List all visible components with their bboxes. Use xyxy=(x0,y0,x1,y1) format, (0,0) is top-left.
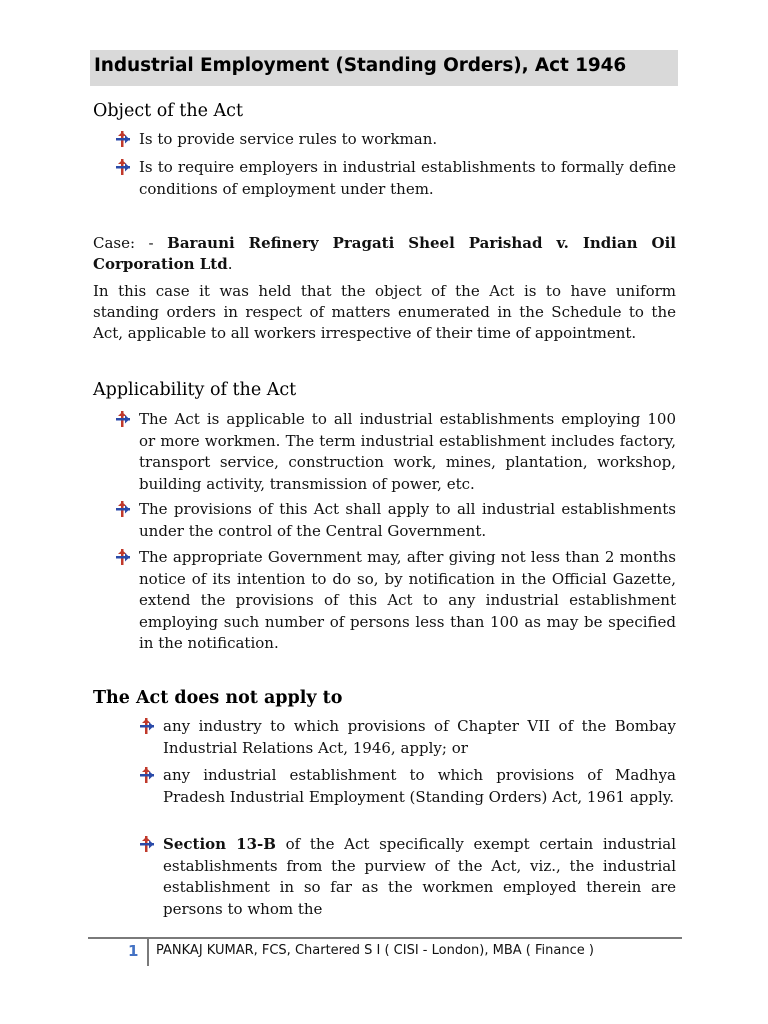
bullet-text: any industry to which provisions of Chapter VII of the Bombay Industrial Relations Act, 1946, apply; or xyxy=(163,717,676,757)
arrow-bullet-icon xyxy=(140,836,154,852)
bullet-text: Is to require employers in industrial establishments to formally define conditions of employment under them. xyxy=(139,158,676,198)
bullet-text: any industrial establishment to which provisions of Madhya Pradesh Industrial Employment (Standing Orders) Act, 1961 apply. xyxy=(163,766,676,806)
bullet-text: The provisions of this Act shall apply to all industrial establishments under the control of the Central Government. xyxy=(139,500,676,540)
footer-rule xyxy=(88,937,682,939)
section-heading-not-apply: The Act does not apply to xyxy=(93,688,343,708)
arrow-bullet-icon xyxy=(140,718,154,734)
case-separator: : - xyxy=(130,234,168,252)
case-description: In this case it was held that the object of the Act is to have uniform standing orders in respect of matters enumerated in the Schedule to the Act, applicable to all workers irrespective of their time of appointment. xyxy=(93,282,676,342)
case-citation xyxy=(93,233,676,275)
page-number: 1 xyxy=(128,942,139,960)
arrow-bullet-icon xyxy=(116,131,130,147)
section-bullet-text: of the Act specifically exempt certain industrial establishments from the purview of the Act, viz., the industrial establishment in so far as the workmen employed therein are persons to whom the xyxy=(163,835,677,918)
section-reference: Section 13-B xyxy=(163,835,276,853)
case-name: Barauni Refinery Pragati Sheel Parishad v. Indian Oil Corporation Ltd xyxy=(93,234,676,273)
case-label: Case xyxy=(93,234,130,252)
section-heading-object: Object of the Act xyxy=(93,101,243,121)
footer-divider xyxy=(147,939,149,966)
bullet-text: The appropriate Government may, after giving not less than 2 months notice of its intention to do so, by notification in the Official Gazette, extend the provisions of this Act to any industrial establishment employing such number of persons less than 100 as may be specified in the notification. xyxy=(139,548,676,652)
arrow-bullet-icon xyxy=(116,549,130,565)
arrow-bullet-icon xyxy=(116,501,130,517)
bullet-text xyxy=(163,834,676,920)
case-end: . xyxy=(227,255,233,273)
arrow-bullet-icon xyxy=(140,767,154,783)
section-heading-applicability: Applicability of the Act xyxy=(93,380,297,400)
arrow-bullet-icon xyxy=(116,411,130,427)
title-bar xyxy=(90,50,678,86)
bullet-text: Is to provide service rules to workman. xyxy=(139,130,438,148)
document-title: Industrial Employment (Standing Orders), Act 1946 xyxy=(94,55,627,76)
bullet-text: The Act is applicable to all industrial establishments employing 100 or more workmen. The term industrial establishment includes factory, transport service, construction work, mines, plantation, workshop, building activity, transmission of power, etc. xyxy=(139,410,676,493)
arrow-bullet-icon xyxy=(116,159,130,175)
footer-author: PANKAJ KUMAR, FCS, Chartered S I ( CISI - London), MBA ( Finance ) xyxy=(156,943,594,958)
